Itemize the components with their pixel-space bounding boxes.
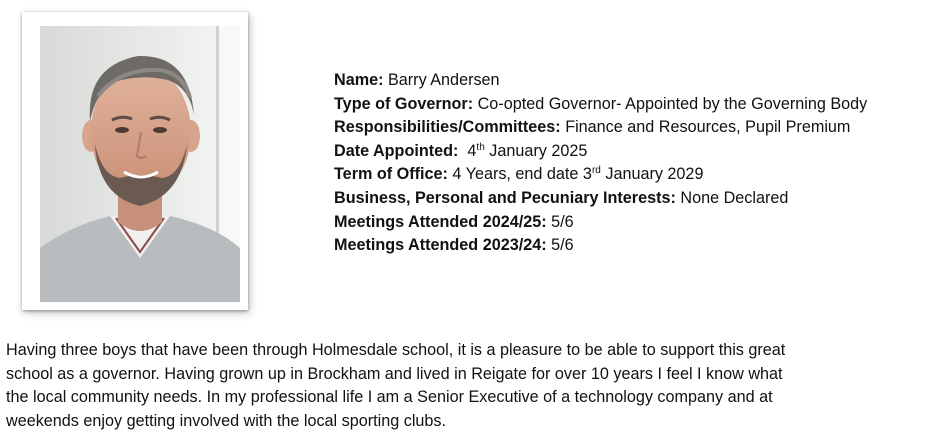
governor-bio bbox=[6, 339, 936, 433]
term-of-office-row: Term of Office: 4 Years, end date 3rd January 2029 bbox=[334, 165, 704, 184]
date-appointed-row: Date Appointed: 4th January 2025 bbox=[334, 141, 588, 160]
meetings-2023-24-row: Meetings Attended 2023/24: 5/6 bbox=[334, 236, 574, 255]
governor-photo bbox=[40, 26, 240, 302]
meetings-2024-25-row: Meetings Attended 2024/25: 5/6 bbox=[334, 212, 574, 231]
bio-line: Having three boys that have been through Holmesdale school, it is a pleasure to be able to support this great bbox=[6, 341, 786, 359]
interests-row: Business, Personal and Pecuniary Interests: None Declared bbox=[334, 188, 789, 207]
governor-photo-frame bbox=[22, 12, 248, 310]
name-row: Name: Barry Andersen bbox=[334, 71, 500, 89]
governor-details bbox=[334, 69, 940, 258]
bio-line: the local community needs. In my professional life I am a Senior Executive of a technology company and at bbox=[6, 388, 773, 407]
bio-line: school as a governor. Having grown up in Brockham and lived in Reigate for over 10 years I feel I know what bbox=[6, 364, 783, 383]
responsibilities-row: Responsibilities/Committees: Finance and Resources, Pupil Premium bbox=[334, 118, 851, 137]
governor-type-row: Type of Governor: Co-opted Governor- Appointed by the Governing Body bbox=[334, 94, 868, 113]
bio-line: weekends enjoy getting involved with the local sporting clubs. bbox=[6, 411, 447, 430]
